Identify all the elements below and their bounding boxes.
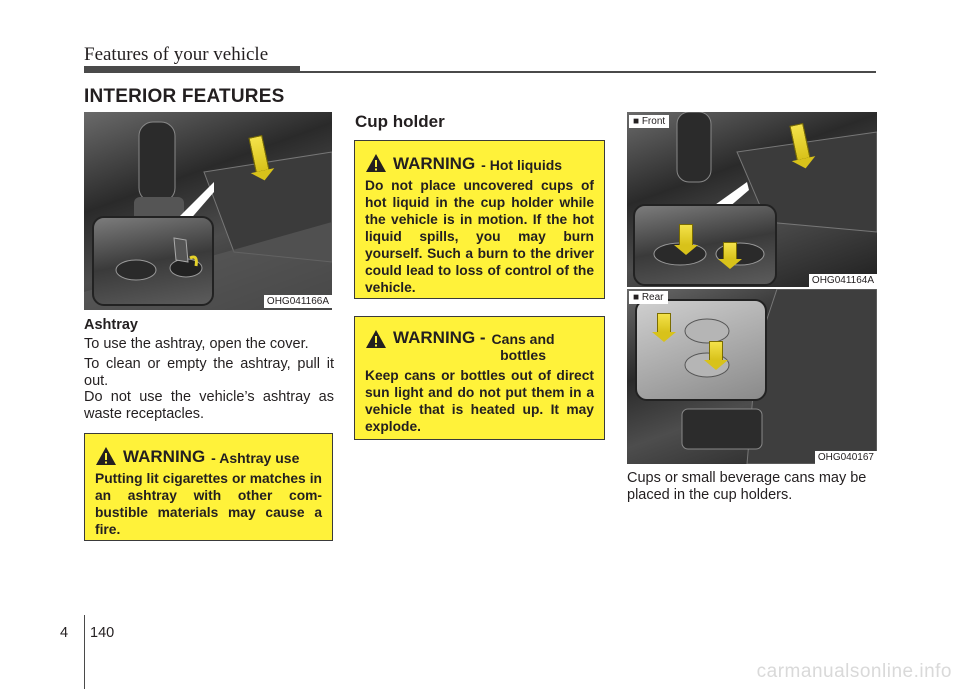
warning-subtitle-line: bottles (500, 347, 546, 363)
cup-holder-front-photo (627, 112, 877, 287)
warning-triangle-icon (365, 153, 387, 173)
arrow-icon (723, 242, 737, 260)
ashtray-paragraph: To clean or empty the ashtray, pull it out. (84, 356, 334, 389)
image-code: OHG040167 (815, 451, 877, 464)
arrow-icon (709, 341, 723, 361)
section-title: INTERIOR FEATURES (84, 86, 285, 107)
warning-hot-liquids-box (354, 140, 605, 299)
cup-holder-front-inset (633, 204, 777, 286)
warning-header (365, 329, 594, 363)
watermark: carmanualsonline.info (756, 661, 952, 682)
warning-header (95, 446, 322, 466)
warning-subtitle: - Hot liquids (481, 157, 563, 173)
warning-header (365, 153, 594, 173)
section-number: 4 (60, 625, 69, 641)
running-header: Features of your vehicle (84, 44, 269, 65)
ashtray-photo (84, 112, 332, 310)
ashtray-paragraph: To use the ashtray, open the cover. (84, 336, 309, 352)
warning-label: WARNING - (393, 328, 486, 347)
warning-subtitle (492, 331, 555, 363)
page-number: 140 (90, 625, 115, 641)
warning-triangle-icon (95, 446, 117, 466)
warning-ashtray-box (84, 433, 333, 541)
front-tag: ■ Front (629, 115, 669, 128)
ashtray-heading: Ashtray (84, 317, 138, 333)
cup-holder-rear-inset (635, 299, 767, 401)
warning-subtitle-line: Cans and (491, 331, 555, 347)
rear-tag: ■ Rear (629, 291, 668, 304)
front-inset-illustration (635, 206, 775, 284)
warning-subtitle: - Ashtray use (211, 450, 300, 466)
arrow-icon (657, 313, 671, 333)
image-code: OHG041164A (809, 274, 877, 287)
ashtray-inset-illustration (94, 218, 212, 304)
warning-triangle-icon (365, 329, 387, 349)
cup-holder-rear-photo (627, 289, 877, 464)
image-code: OHG041166A (264, 295, 332, 308)
warning-cans-bottles-box (354, 316, 605, 440)
cup-holder-heading: Cup holder (355, 112, 445, 131)
arrow-icon (679, 224, 693, 246)
cup-holder-caption: Cups or small beverage cans may be placed in the cup holders. (627, 470, 867, 503)
warning-text: Putting lit cigarettes or matches in an ashtray with other com- bustible materials may cause a fire. (95, 471, 322, 537)
header-rule (84, 71, 876, 73)
ashtray-paragraph: Do not use the vehicle’s ashtray as waste receptacles. (84, 389, 334, 422)
warning-label: WARNING (123, 447, 206, 466)
warning-text: Do not place uncovered cups of hot liquid in the cup holder while the vehicle is in motion. If the hot liquid spills, you may burn yourself. Such a burn to the driver could lead to loss of control of the vehicle. (365, 178, 594, 295)
ashtray-inset (92, 216, 214, 306)
warning-text: Keep cans or bottles out of direct sun light and do not put them in a vehicle that is heated up. It may explode. (365, 368, 594, 434)
warning-label: WARNING (393, 154, 476, 173)
footer-rule (84, 615, 85, 689)
